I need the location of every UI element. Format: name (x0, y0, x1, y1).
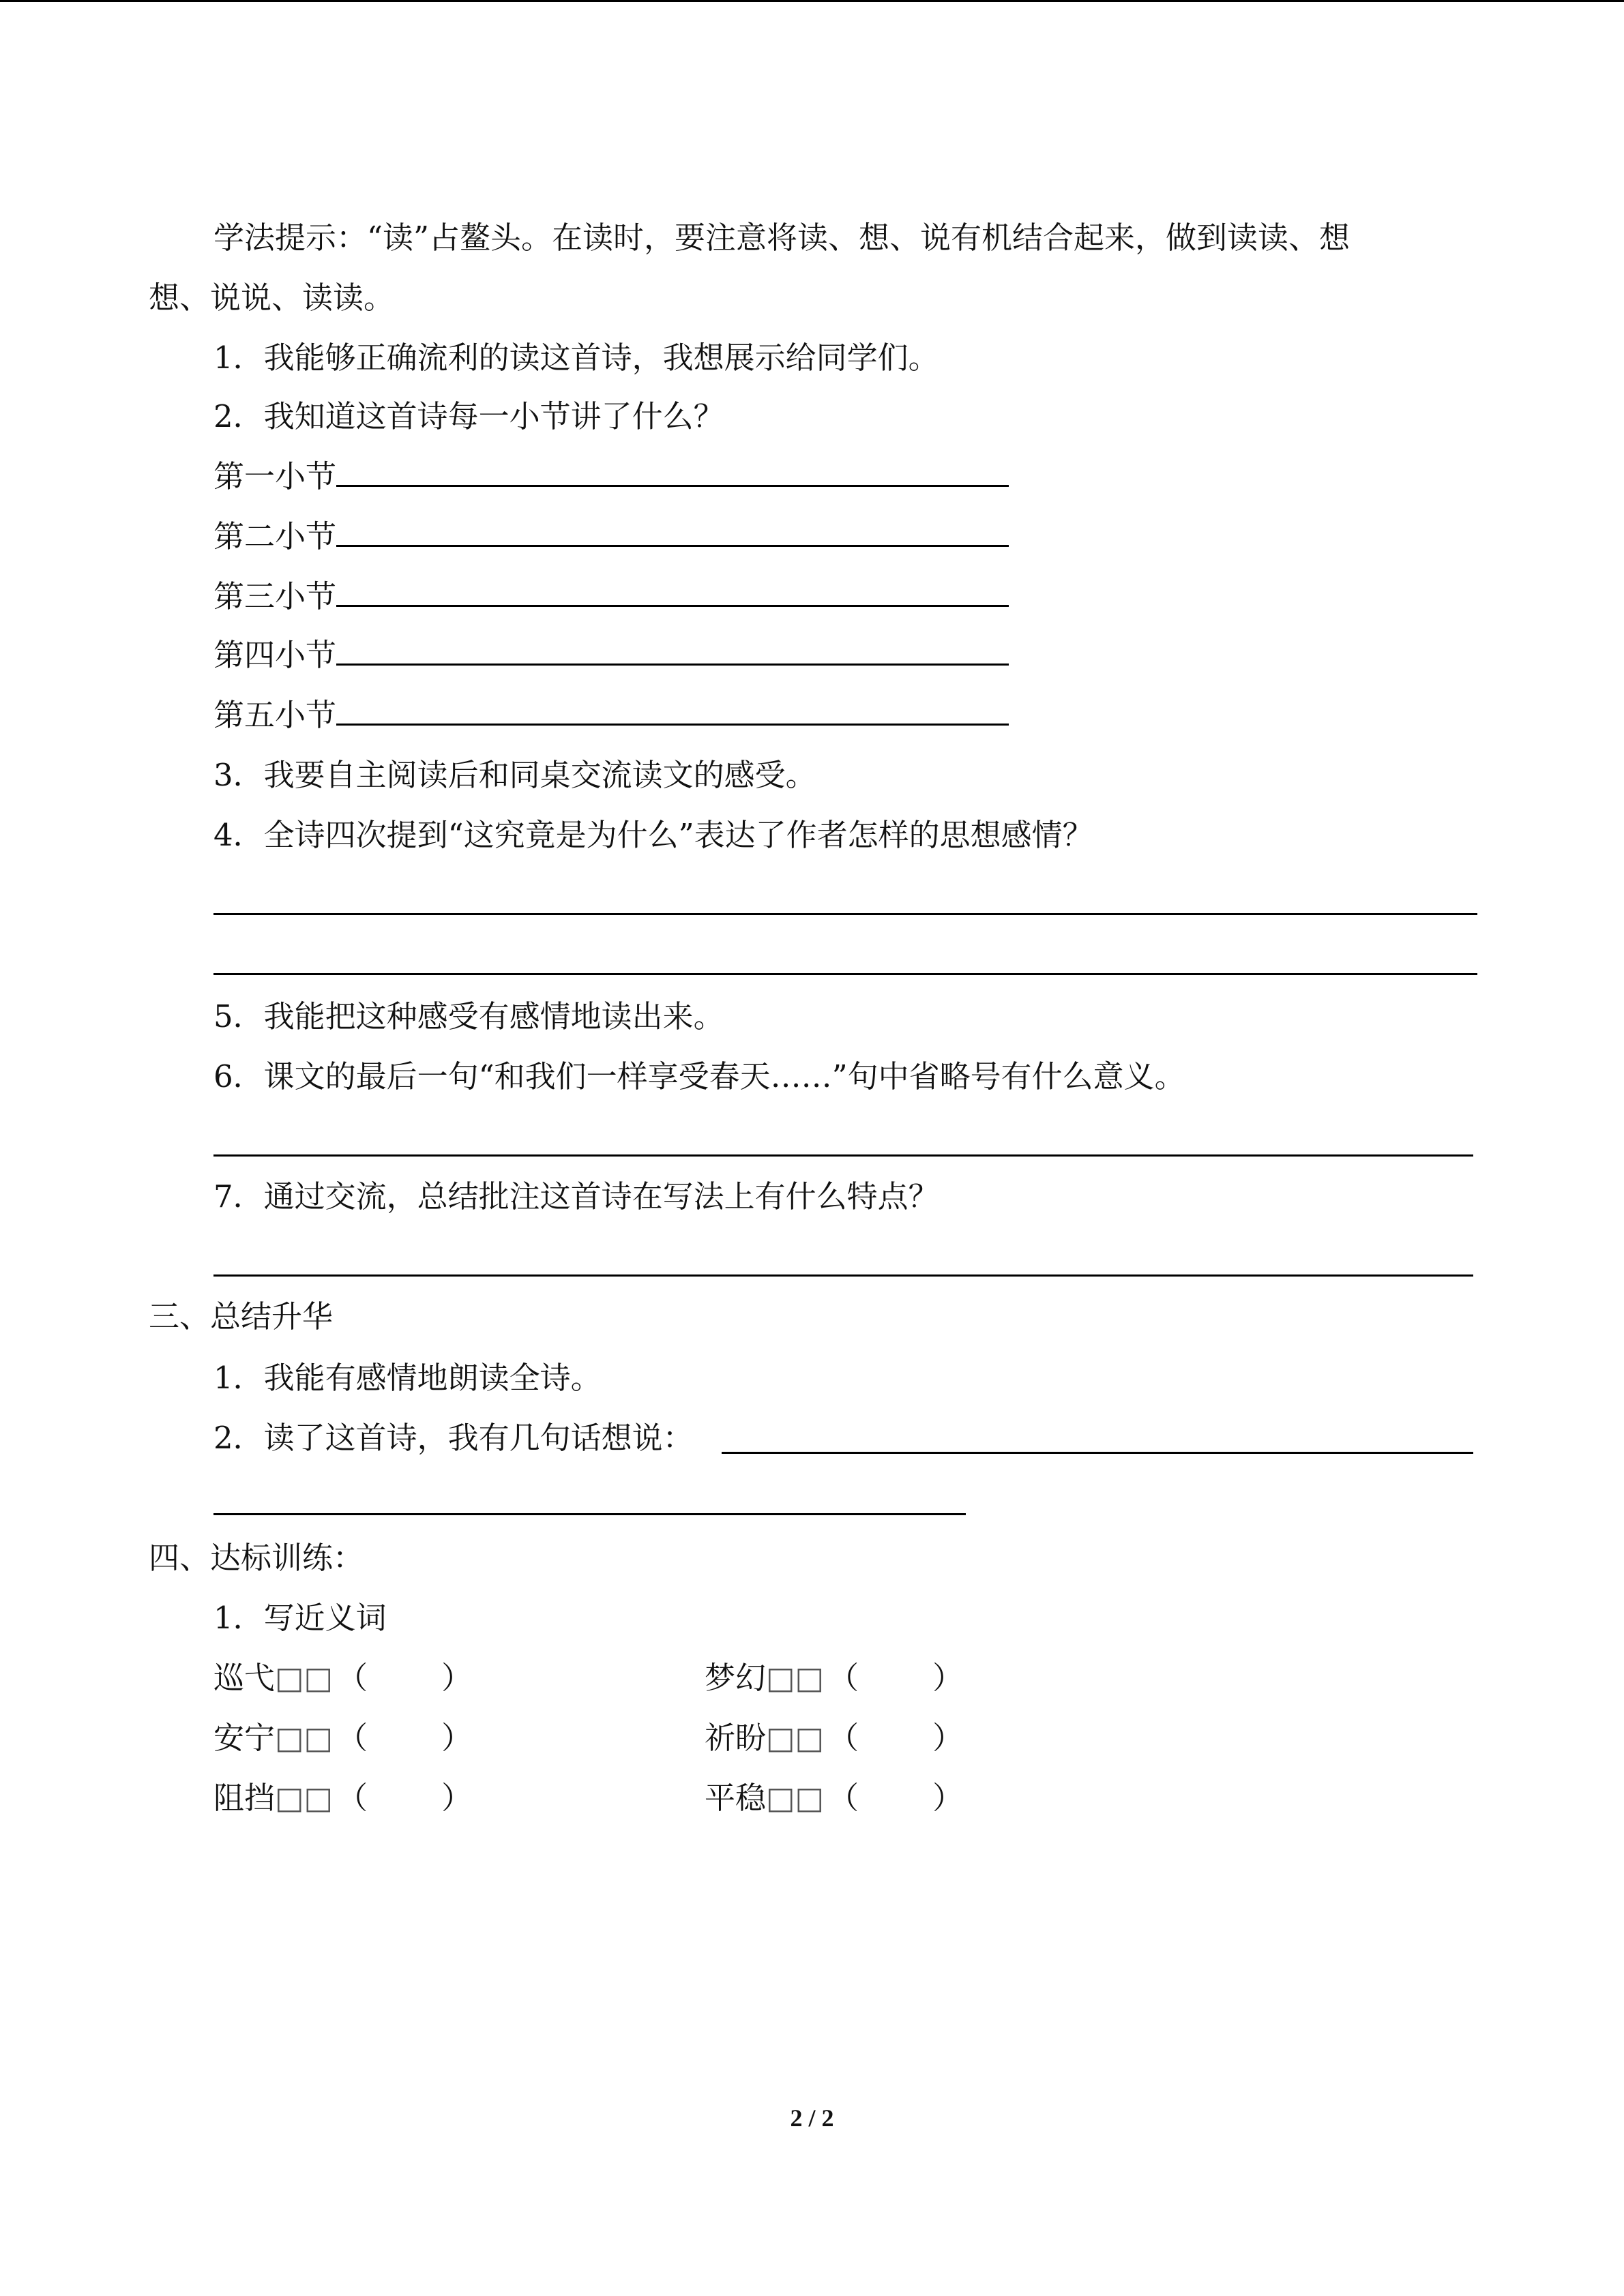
synonym-boxes: □□ (766, 1660, 825, 1696)
section-3-label: 第三小节 (213, 578, 337, 614)
synonym-word: 安宁 (213, 1720, 276, 1756)
synonym-boxes: □□ (275, 1780, 334, 1816)
answer-line-thoughts-b[interactable] (213, 1513, 966, 1515)
answer-line-q6[interactable] (213, 1154, 1473, 1157)
question-4: 4．全诗四次提到“这究竟是为什么”表达了作者怎样的思想感情？ (213, 817, 1093, 853)
section-four-heading: 四、达标训练： (149, 1540, 364, 1576)
question-7: 7．通过交流，总结批注这首诗在写法上有什么特点？ (213, 1178, 939, 1214)
synonym-item (213, 1658, 472, 1699)
question-3: 3．我要自主阅读后和同桌交流读文的感受。 (213, 757, 816, 793)
study-tip-line-1: 学法提示：“读”占鳌头。在读时，要注意将读、想、说有机结合起来，做到读读、想 (213, 220, 1350, 256)
synonym-item (213, 1778, 472, 1819)
section-four-question-1: 1．写近义词 (213, 1600, 387, 1636)
section-5-row (213, 695, 1624, 736)
answer-line-q7[interactable] (213, 1274, 1473, 1277)
synonym-close-paren: ） (932, 1780, 964, 1816)
question-6: 6．课文的最后一句“和我们一样享受春天……”句中省略号有什么意义。 (213, 1058, 1185, 1094)
synonym-open-paren: （ (828, 1660, 859, 1696)
section-three-heading: 三、总结升华 (149, 1298, 334, 1335)
synonym-close-paren: ） (441, 1660, 473, 1696)
question-2: 2．我知道这首诗每一小节讲了什么？ (213, 398, 724, 434)
synonym-open-paren: （ (828, 1720, 859, 1756)
synonym-close-paren: ） (441, 1780, 473, 1816)
synonym-boxes: □□ (766, 1780, 825, 1816)
answer-line-q4-b[interactable] (213, 973, 1477, 975)
synonym-item (213, 1718, 472, 1759)
answer-line-q4-a[interactable] (213, 913, 1477, 915)
section-5-label: 第五小节 (213, 697, 337, 733)
section-4-answer-blank[interactable] (336, 635, 1009, 666)
section-1-label: 第一小节 (213, 458, 337, 494)
synonym-word: 祈盼 (705, 1720, 767, 1756)
section-three-question-1: 1．我能有感情地朗读全诗。 (213, 1360, 602, 1396)
question-5: 5．我能把这种感受有感情地读出来。 (213, 998, 724, 1034)
synonym-item (705, 1718, 963, 1759)
synonym-word: 巡弋 (213, 1660, 276, 1696)
section-three-question-2: 2．读了这首诗，我有几句话想说： (213, 1420, 694, 1456)
section-4-row (213, 635, 1624, 676)
synonym-item (705, 1658, 963, 1699)
synonym-item (705, 1778, 963, 1819)
synonym-boxes: □□ (275, 1720, 334, 1756)
synonym-word: 平稳 (705, 1780, 767, 1816)
synonym-open-paren: （ (337, 1660, 368, 1696)
section-5-answer-blank[interactable] (336, 695, 1009, 726)
section-4-label: 第四小节 (213, 637, 337, 673)
study-tip-line-2: 想、说说、读读。 (149, 280, 395, 316)
question-1: 1．我能够正确流利的读这首诗，我想展示给同学们。 (213, 340, 939, 376)
section-2-label: 第二小节 (213, 518, 337, 554)
synonym-open-paren: （ (337, 1720, 368, 1756)
synonym-close-paren: ） (932, 1720, 964, 1756)
section-3-row (213, 576, 1624, 617)
section-1-answer-blank[interactable] (336, 456, 1009, 487)
synonym-word: 梦幻 (705, 1660, 767, 1696)
synonym-word: 阻挡 (213, 1780, 276, 1816)
synonym-boxes: □□ (275, 1660, 334, 1696)
synonym-open-paren: （ (828, 1780, 859, 1816)
page-number: 2 / 2 (790, 2104, 834, 2132)
section-2-row (213, 516, 1624, 557)
synonym-close-paren: ） (932, 1660, 964, 1696)
synonym-boxes: □□ (766, 1720, 825, 1756)
answer-line-thoughts-a[interactable] (722, 1452, 1473, 1454)
synonym-open-paren: （ (337, 1780, 368, 1816)
section-3-answer-blank[interactable] (336, 576, 1009, 607)
section-1-row (213, 456, 1624, 497)
synonym-close-paren: ） (441, 1720, 473, 1756)
section-2-answer-blank[interactable] (336, 516, 1009, 547)
